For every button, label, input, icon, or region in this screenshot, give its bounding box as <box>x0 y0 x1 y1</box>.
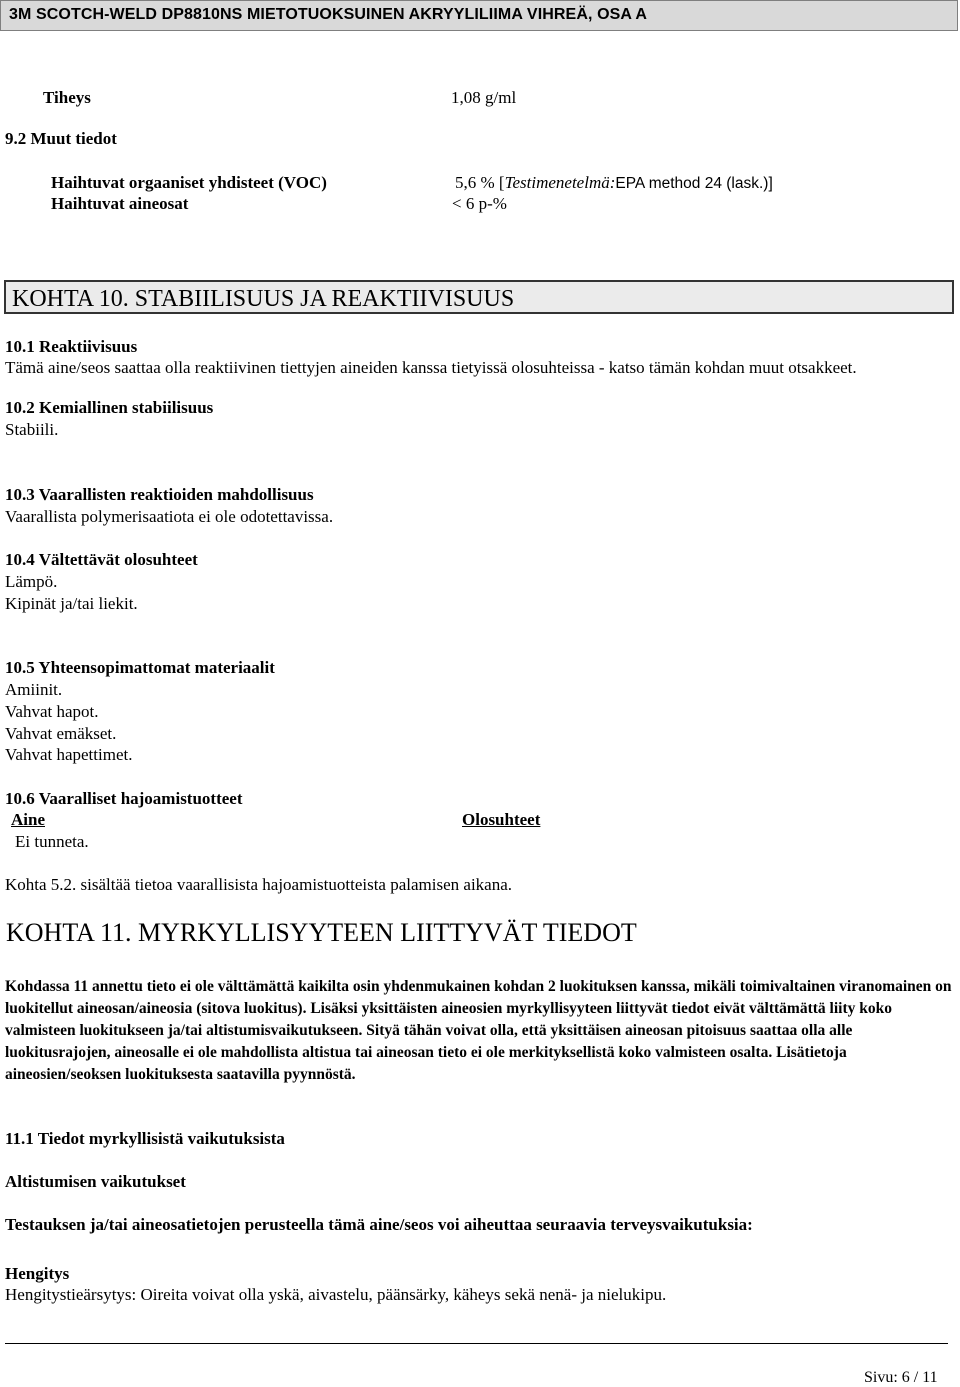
heading-10-1: 10.1 Reaktiivisuus <box>5 337 138 356</box>
column-conditions: Olosuhteet <box>462 810 541 829</box>
page-label: Sivu: <box>864 1369 898 1386</box>
section-11-intro: Kohdassa 11 annettu tieto ei ole välttämättä kaikilta osin yhdenmukainen kohdan 2 luokituksen kanssa, mikäli toimivaltainen viranomainen on luokitellut aineosan/aineosia (sitova luokitus). Lisäksi yksittäisten aineosien myrkyllisyyteen liittyvät tiedot eivät välttämättä liity koko valmisteen luokitukseen ja/tai altistumisvaikutukseen. Sityä tähän voivat olla, että yksittäisen aineosan pitoisuus saattaa olla alle luokitusrajojen, aineosalle ei ole mahdollista altistua tai aineosan tieto ei ole merkityksellistä koko valmisteen osalta. Lisätietoja aineosien/seoksen luokituksesta saatavilla pyynnöstä. <box>5 978 952 1083</box>
column-substance: Aine <box>11 810 45 829</box>
density-value: 1,08 g/ml <box>451 88 517 107</box>
text-10-1: Tämä aine/seos saattaa olla reaktiivinen tiettyjen aineiden kanssa tietyissä olosuhteissa - katso tämän kohdan muut otsakkeet. <box>5 358 857 377</box>
text-10-5-line3: Vahvat emäkset. <box>5 724 117 743</box>
voc-value <box>455 174 773 192</box>
heading-10-5: 10.5 Yhteensopimattomat materiaalit <box>5 658 275 677</box>
voc-value-suffix: EPA method 24 (lask.)] <box>615 175 773 192</box>
heading-10-4: 10.4 Vältettävät olosuhteet <box>5 550 198 569</box>
text-10-2: Stabiili. <box>5 420 59 439</box>
page-separator: / <box>913 1369 919 1386</box>
other-info-heading: 9.2 Muut tiedot <box>5 129 117 148</box>
document-header <box>0 0 958 31</box>
voc-value-prefix: 5,6 % [ <box>455 173 505 192</box>
inhalation-text: Hengitystieärsytys: Oireita voivat olla yskä, aivastelu, päänsärky, käheys sekä nenä- ja nielukipu. <box>5 1285 667 1304</box>
footer-divider <box>5 1343 948 1344</box>
page-indicator <box>864 1370 938 1386</box>
section-10-title: KOHTA 10. STABIILISUUS JA REAKTIIVISUUS <box>12 286 515 312</box>
text-10-5-line4: Vahvat hapettimet. <box>5 745 133 764</box>
exposure-heading: Altistumisen vaikutukset <box>5 1172 186 1191</box>
text-10-5-line2: Vahvat hapot. <box>5 702 99 721</box>
inhalation-heading: Hengitys <box>5 1264 70 1283</box>
page-current: 6 <box>901 1369 910 1386</box>
document-title: 3M SCOTCH-WELD DP8810NS MIETOTUOKSUINEN AKRYYLILIIMA VIHREÄ, OSA A <box>9 6 648 23</box>
text-10-5-line1: Amiinit. <box>5 680 63 699</box>
voc-label: Haihtuvat orgaaniset yhdisteet (VOC) <box>51 173 327 192</box>
volatiles-label: Haihtuvat aineosat <box>51 194 189 213</box>
heading-11-1: 11.1 Tiedot myrkyllisistä vaikutuksista <box>5 1129 285 1148</box>
decomposition-note: Kohta 5.2. sisältää tietoa vaarallisista hajoamistuotteista palamisen aikana. <box>5 875 513 894</box>
page-total: 11 <box>922 1369 938 1386</box>
heading-10-2: 10.2 Kemiallinen stabiilisuus <box>5 398 214 417</box>
voc-method-label: Testimenetelmä: <box>504 173 616 192</box>
text-10-4-line2: Kipinät ja/tai liekit. <box>5 594 138 613</box>
section-11-title: KOHTA 11. MYRKYLLISYYTEEN LIITTYVÄT TIEDOT <box>6 918 637 947</box>
text-10-4-line1: Lämpö. <box>5 572 58 591</box>
density-label: Tiheys <box>43 88 91 107</box>
text-10-3: Vaarallista polymerisaatiota ei ole odotettavissa. <box>5 507 334 526</box>
volatiles-value: < 6 p-% <box>452 194 507 213</box>
heading-10-6: 10.6 Vaaralliset hajoamistuotteet <box>5 789 243 808</box>
section-10-header <box>4 280 954 314</box>
heading-10-3: 10.3 Vaarallisten reaktioiden mahdollisuus <box>5 485 314 504</box>
testing-heading: Testauksen ja/tai aineosatietojen perusteella tämä aine/seos voi aiheuttaa seuraavia terveysvaikutuksia: <box>5 1215 753 1234</box>
substance-value: Ei tunneta. <box>15 832 89 851</box>
